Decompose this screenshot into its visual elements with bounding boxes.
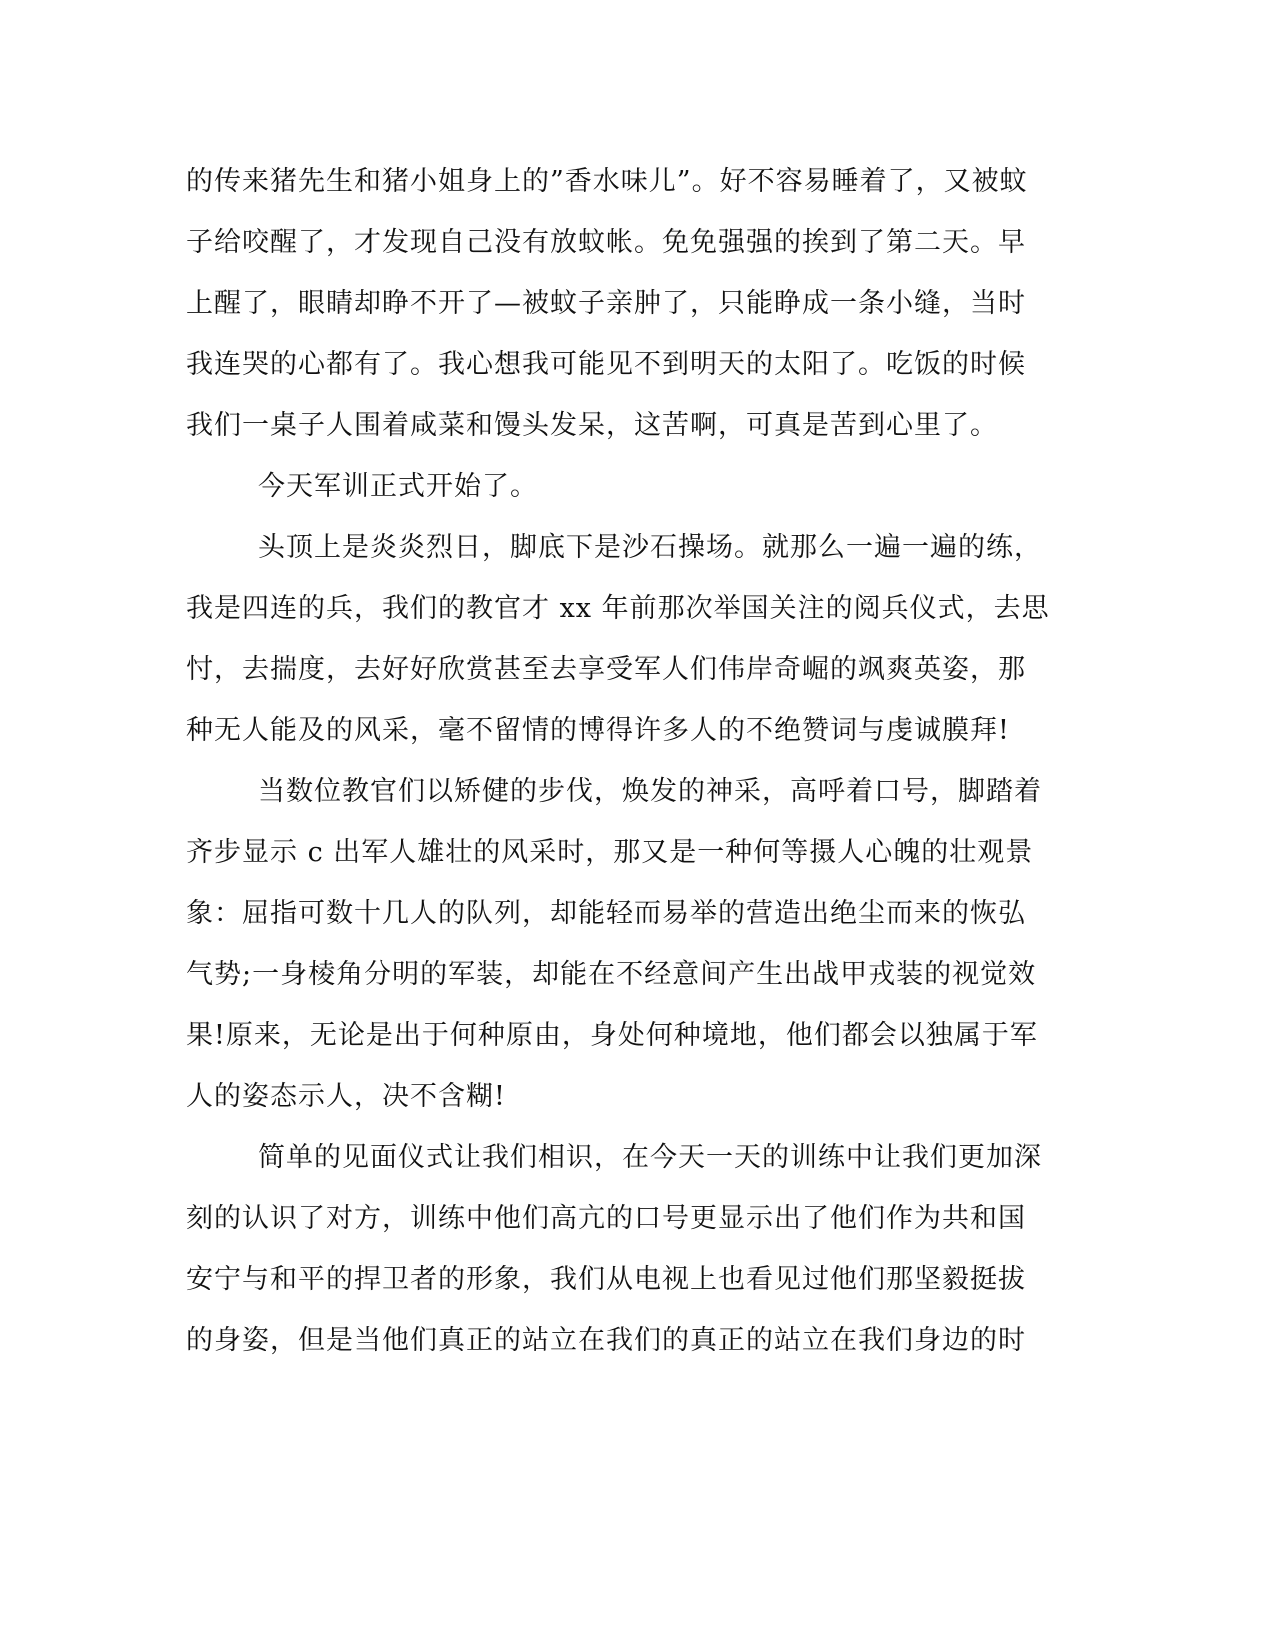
text-line: 安宁与和平的捍卫者的形象，我们从电视上也看见过他们那坚毅挺拔 xyxy=(186,1264,1026,1295)
text-line: 忖，去揣度，去好好欣赏甚至去享受军人们伟岸奇崛的飒爽英姿，那 xyxy=(186,654,1026,685)
text-line: 人的姿态示人，决不含糊! xyxy=(186,1081,506,1112)
text-line: 象：屈指可数十几人的队列，却能轻而易举的营造出绝尘而来的恢弘 xyxy=(186,898,1026,929)
text-line: 气势;一身棱角分明的军装，却能在不经意间产生出战甲戎装的视觉效 xyxy=(186,959,1037,990)
text-line: 种无人能及的风采，毫不留情的博得许多人的不绝赞词与虔诚膜拜! xyxy=(186,715,1010,746)
text-line: 上醒了，眼睛却睁不开了—被蚊子亲肿了，只能睁成一条小缝，当时 xyxy=(186,288,1026,319)
text-line: 果!原来，无论是出于何种原由，身处何种境地，他们都会以独属于军 xyxy=(186,1020,1038,1051)
paragraph-first-line: 头顶上是炎炎烈日，脚底下是沙石操场。就那么一遍一遍的练， xyxy=(258,532,1042,563)
text-line: 我是四连的兵，我们的教官才 xx 年前那次举国关注的阅兵仪式，去思 xyxy=(186,593,1050,624)
text-line: 的身姿，但是当他们真正的站立在我们的真正的站立在我们身边的时 xyxy=(186,1325,1026,1356)
text-line: 我们一桌子人围着咸菜和馒头发呆，这苦啊，可真是苦到心里了。 xyxy=(186,410,998,441)
text-line: 齐步显示 c 出军人雄壮的风采时，那又是一种何等摄人心魄的壮观景 xyxy=(186,837,1034,868)
text-line: 刻的认识了对方，训练中他们高亢的口号更显示出了他们作为共和国 xyxy=(186,1203,1026,1234)
paragraph-first-line: 简单的见面仪式让我们相识，在今天一天的训练中让我们更加深 xyxy=(258,1142,1042,1173)
paragraph-first-line: 今天军训正式开始了。 xyxy=(258,471,538,502)
text-line: 我连哭的心都有了。我心想我可能见不到明天的太阳了。吃饭的时候 xyxy=(186,349,1026,380)
document-body xyxy=(186,162,1066,1382)
paragraph-first-line: 当数位教官们以矫健的步伐，焕发的神采，高呼着口号，脚踏着 xyxy=(258,776,1042,807)
text-line: 子给咬醒了，才发现自己没有放蚊帐。免免强强的挨到了第二天。早 xyxy=(186,227,1026,258)
text-line: 的传来猪先生和猪小姐身上的”香水味儿”。好不容易睡着了，又被蚊 xyxy=(186,166,1028,197)
